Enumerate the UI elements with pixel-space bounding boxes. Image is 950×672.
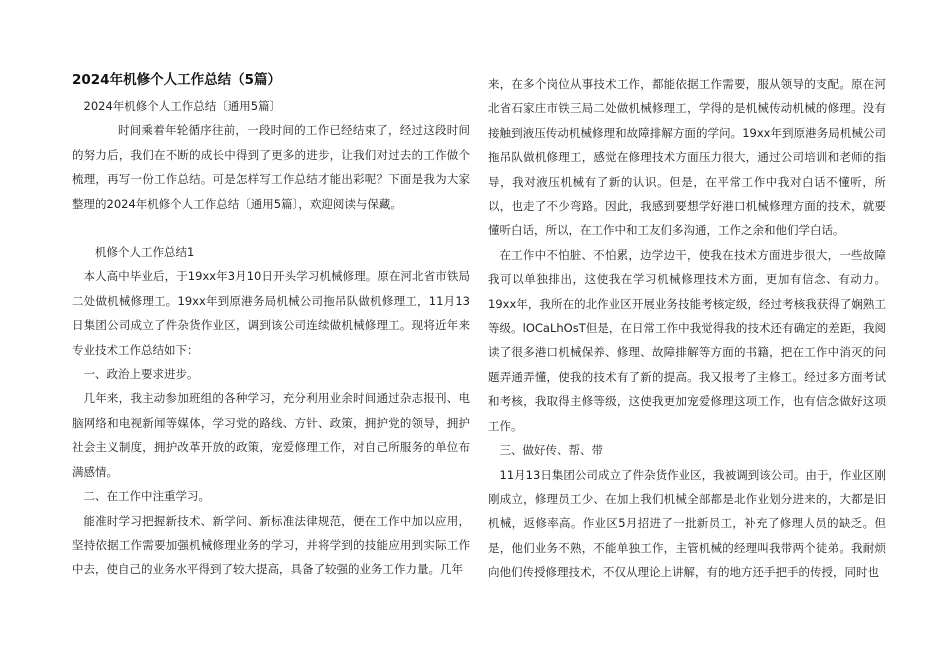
paragraph-4: 在工作中不怕脏、不怕累，边学边干，使我在技术方面进步很大，一些故障我可以单独排出，这使我在学习机械修理技术方面，更加有信念、有动力。19xx年，我所在的北作业区开展业务技能考核定级，经过考核我获得了娴熟工等级。lOCaLhOsT但是，在日常工作中我觉得我的技术还有确定的差距，我阅读了很多港口机械保养、修理、故障排解等方面的书籍，把在工作中消灭的问题弄通弄懂，使我的技术有了新的提高。我又报考了主修工。经过多方面考试和考核，我取得主修等级，这使我更加宠爱修理这项工作，也有信念做好这项工作。	[488, 247, 886, 433]
heading-2: 二、在工作中注重学习。	[83, 489, 210, 504]
document-subtitle: 2024年机修个人工作总结〔通用5篇〕	[83, 99, 282, 113]
document-title: 2024年机修个人工作总结（5篇）	[72, 72, 281, 88]
paragraph-1: 本人高中毕业后，于19xx年3月10日开头学习机械修理。原在河北省市铁局二处做机械修理工。19xx年到原港务局机械公司拖吊队做机修理工，11月13日集团公司成立了件杂货作业区，调到该公司连续做机械修理工。现将近年来专业技术工作总结如下：	[72, 269, 470, 357]
section-title: 机修个人工作总结1	[95, 245, 195, 260]
heading-1: 一、政治上要求进步。	[83, 367, 199, 382]
heading-3: 三、做好传、帮、带	[499, 443, 603, 458]
paragraph-3: 能准时学习把握新技术、新学问、新标准法律规范，便在工作中加以应用，坚持依据工作需要加强机械修理业务的学习，并将学到的技能应用到实际工作中去，使自己的业务水平得到了较大提高，具备了较强的业务工作力量。几年	[72, 513, 470, 577]
left-column	[72, 70, 470, 582]
spacer	[72, 216, 470, 240]
right-column	[488, 72, 886, 585]
paragraph-continued: 来，在多个岗位从事技术工作，都能依据工作需要，服从领导的支配。原在河北省石家庄市铁三局二处做机械修理工，学得的是机械传动机械的修理。没有接触到液压传动机械修理和故障排解方面的学问。19xx年到原港务局机械公司拖吊队做机修理工，感觉在修理技术方面压力很大，通过公司培训和老师的指导，我对液压机械有了新的认识。但是，在平常工作中我对白话不懂听，所以，也走了不少弯路。因此，我感到要想学好港口机械修理方面的技术，就要懂听白话，所以，在工作中和工友们多沟通，工作之余和他们学白话。	[488, 77, 886, 238]
paragraph-2: 几年来，我主动参加班组的各种学习，充分利用业余时间通过杂志报刊、电脑网络和电视新闻等媒体，学习党的路线、方针、政策，拥护党的领导，拥护社会主义制度，拥护改革开放的政策，宠爱修理工作，对自己所服务的单位布满感情。	[72, 391, 470, 479]
intro-paragraph: 时间乘着年轮循序往前，一段时间的工作已经结束了，经过这段时间的努力后，我们在不断的成长中得到了更多的进步，让我们对过去的工作做个梳理，再写一份工作总结。可是怎样写工作总结才能出彩呢？下面是我为大家整理的2024年机修个人工作总结〔通用5篇〕，欢迎阅读与保藏。	[72, 123, 470, 211]
paragraph-5: 11月13日集团公司成立了件杂货作业区，我被调到该公司。由于，作业区刚刚成立，修理员工少、在加上我们机械全部都是北作业划分进来的，大都是旧机械，返修率高。作业区5月招进了一批新员工，补充了修理人员的缺乏。但是，他们业务不熟，不能单独工作，主管机械的经理叫我带两个徒弟。我耐烦向他们传授修理技术，不仅从理论上讲解，有的地方还手把手的传授，同时也	[488, 467, 886, 580]
